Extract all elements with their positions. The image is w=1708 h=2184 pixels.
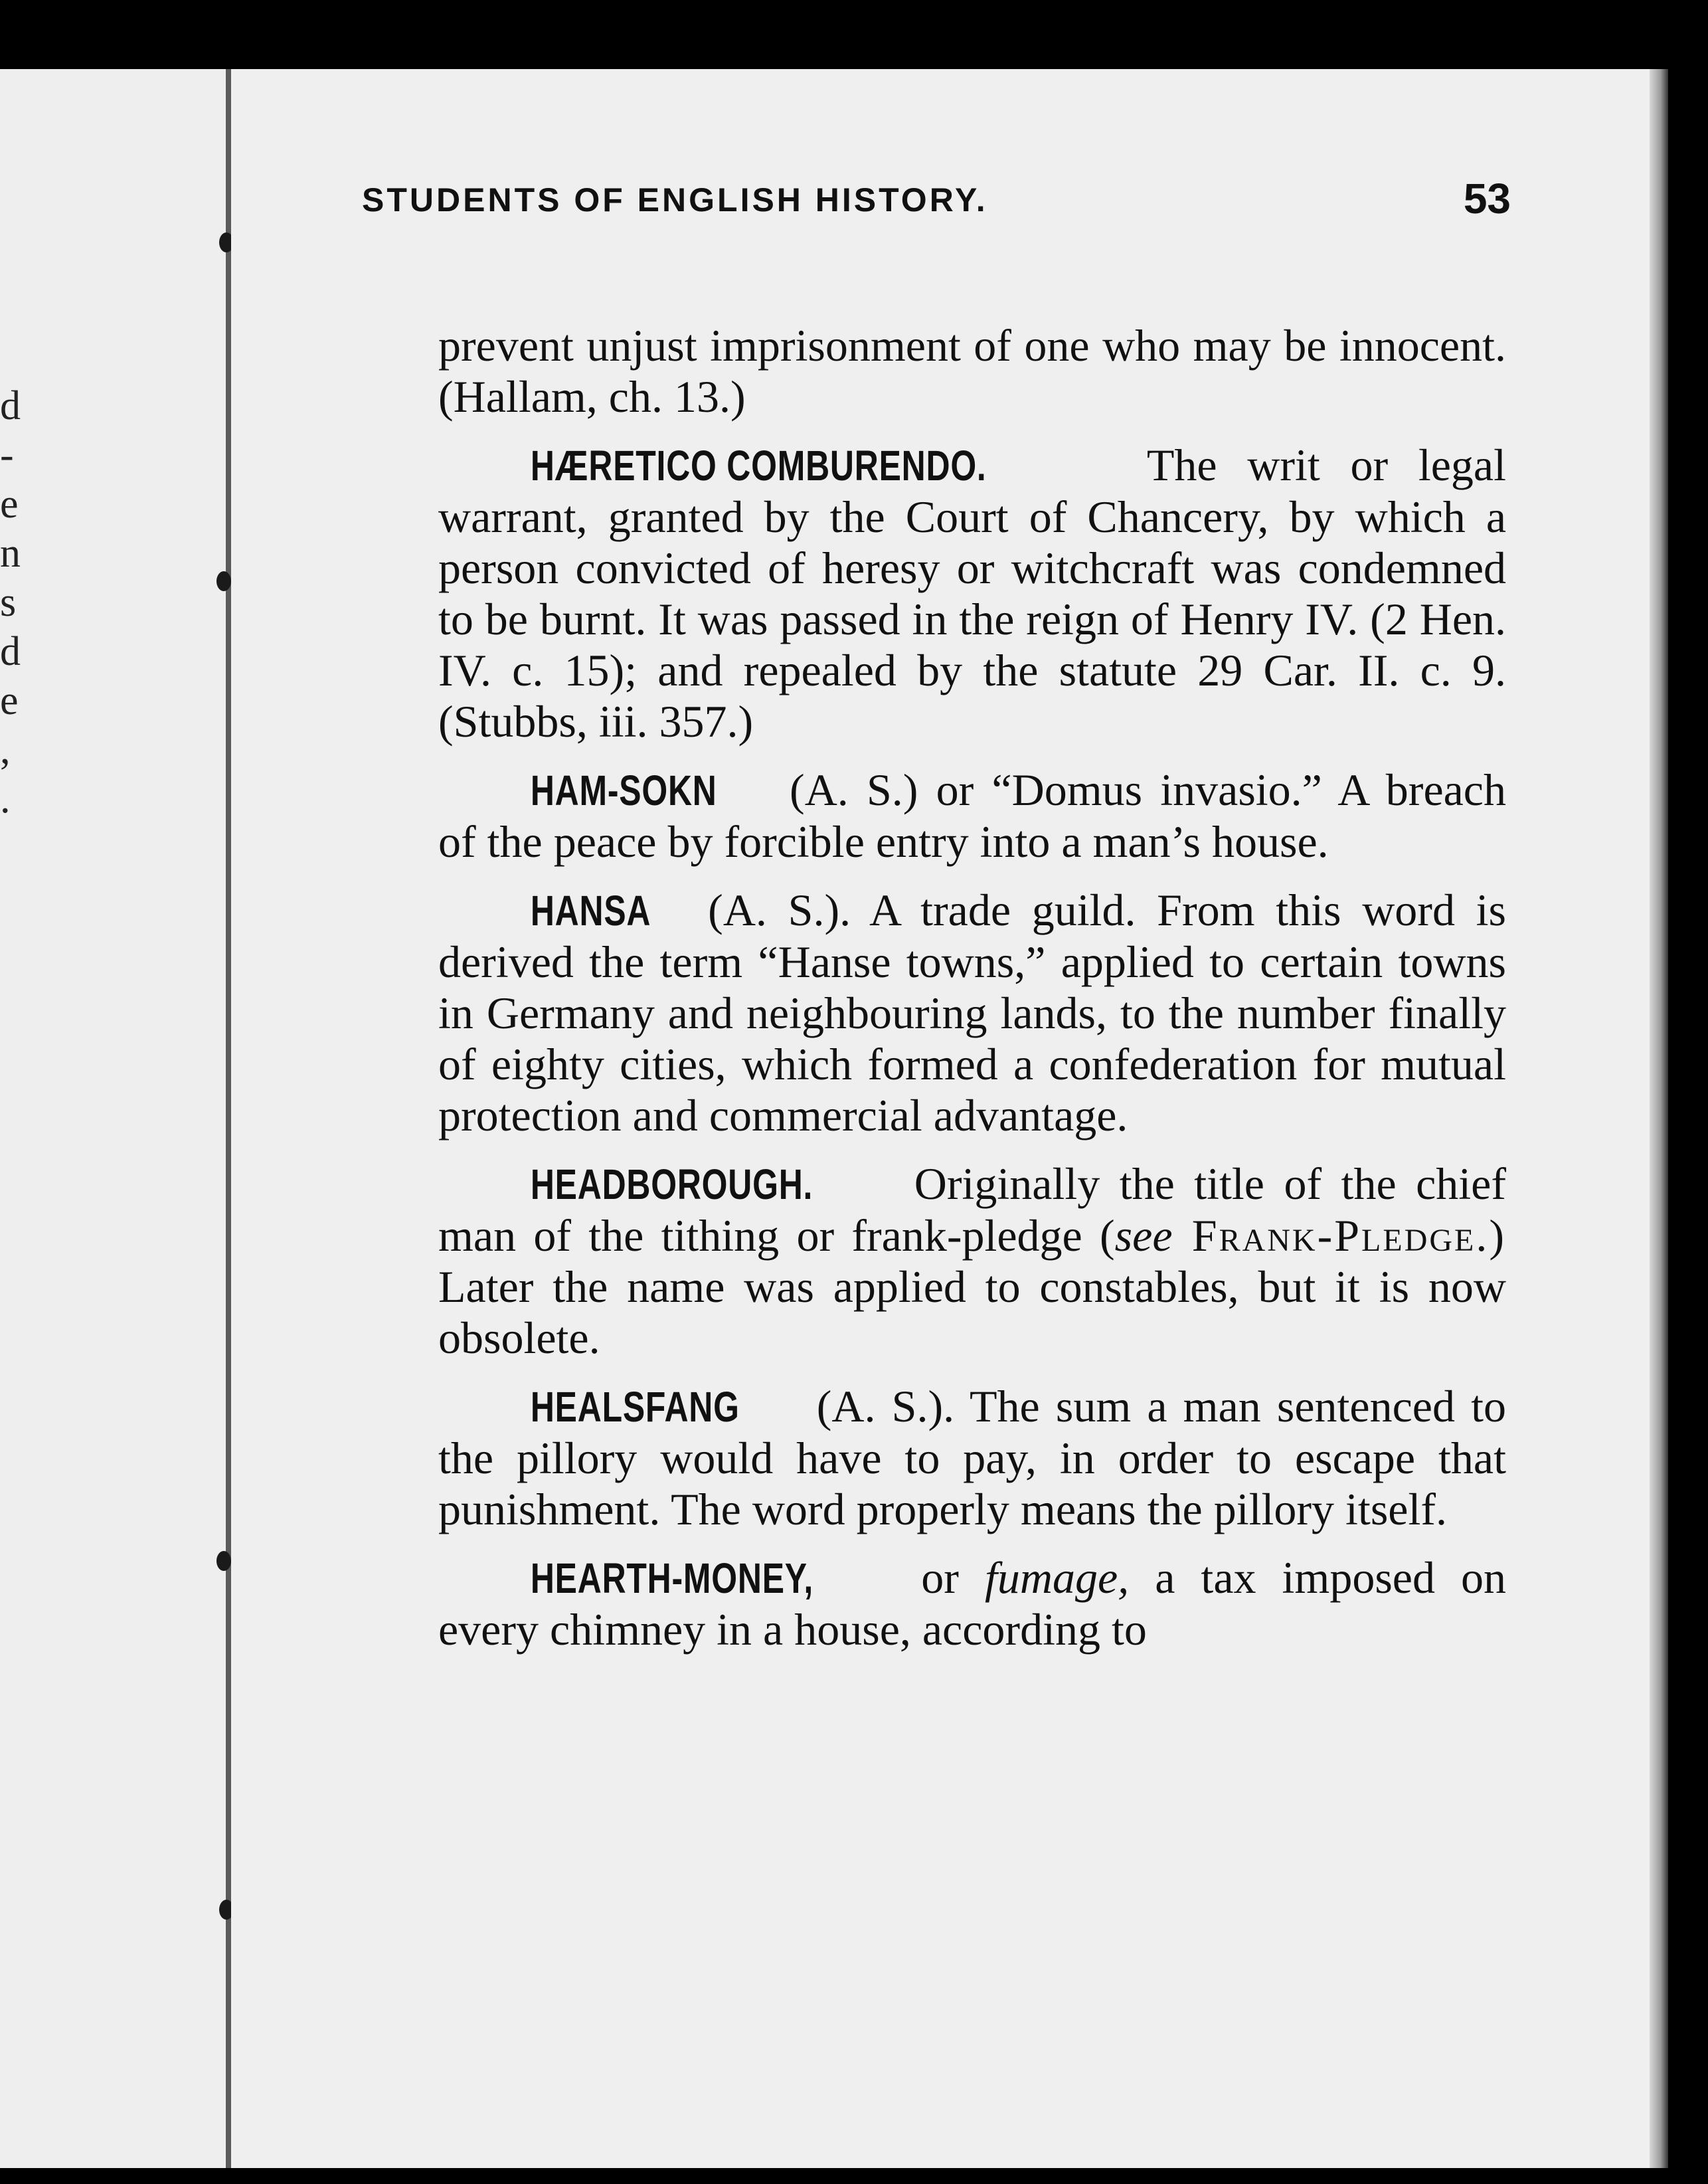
glossary-entry-hansa [438,885,1506,1141]
left-fragment: d [0,629,21,674]
entry-headword: HÆRETICO COMBURENDO. [530,442,987,490]
entry-definition: The writ or legal warrant, granted by the Court of Chancery, by which a person convicted of heresy or witchcraft was condemned to be burnt. It was passed in the reign of Henry IV. (2 Hen. IV. c. 15); and repealed by the statute 29 Car. II. c. 9. (Stubbs, iii. 357.) [438,440,1506,747]
left-fragment: n [0,531,21,576]
running-head-title: STUDENTS OF ENGLISH HISTORY. [362,181,988,219]
page-body-text [438,320,1506,1673]
book-spine-gutter [226,69,231,2168]
page-edge-shadow [1650,69,1668,2168]
cross-reference-see: see [1114,1210,1173,1261]
italic-term: fumage, [984,1552,1130,1603]
entry-definition: (A. S.). The sum a man sentenced to the pillory would have to pay, in order to escape that punishment. The word properly means the pillory itself. [438,1381,1506,1534]
left-fragment: . [0,776,11,822]
entry-definition-part: or [895,1552,985,1603]
entry-headword: HAM-SOKN [530,767,717,814]
entry-definition-part: Originally the title of the chief man of the tithing or frank-pledge ( [438,1158,1506,1261]
entry-headword: HANSA [530,887,651,935]
entry-definition: (A. S.). A trade guild. From this word is derived the term “Hanse towns,” applied to certain towns in Germany and neighbouring lands, to the number finally of eighty cities, which formed a confederation for mutual protection and commercial advantage. [438,885,1506,1140]
entry-definition-part: a tax imposed on every chimney in a house, according to [438,1552,1506,1655]
glossary-entry-haeretico [438,440,1506,747]
binding-stitch-mark [216,571,231,591]
left-fragment: e [0,482,19,527]
glossary-entry-ham-sokn [438,765,1506,867]
entry-definition: (A. S.) or “Domus invasio.” A breach of the peace by forcible entry into a man’s house. [438,765,1506,867]
binding-stitch-mark [216,1551,231,1571]
left-page-text-fragments [0,381,27,824]
page-number: 53 [1463,175,1511,223]
cross-reference-target: Frank-Pledge.) [1172,1210,1506,1261]
left-fragment: d [0,383,21,428]
left-fragment: - [0,432,14,478]
entry-definition-part: Later the name was applied to constables, but it is now obsolete. [438,1261,1506,1363]
entry-headword: HEALSFANG [530,1383,740,1431]
glossary-entry-headborough [438,1158,1506,1364]
entry-headword: HEARTH-MONEY, [530,1554,813,1602]
glossary-entry-hearth-money [438,1552,1506,1655]
left-fragment: e [0,678,19,723]
glossary-entry-healsfang [438,1381,1506,1535]
adjacent-left-page [0,69,226,2168]
running-head [362,154,1511,234]
left-fragment: , [0,727,11,773]
continuation-text: prevent unjust imprisonment of one who may be innocent. (Hallam, ch. 13.) [438,320,1506,422]
left-fragment: s [0,580,17,625]
entry-headword: HEADBOROUGH. [530,1160,813,1208]
continuation-paragraph [438,320,1506,422]
